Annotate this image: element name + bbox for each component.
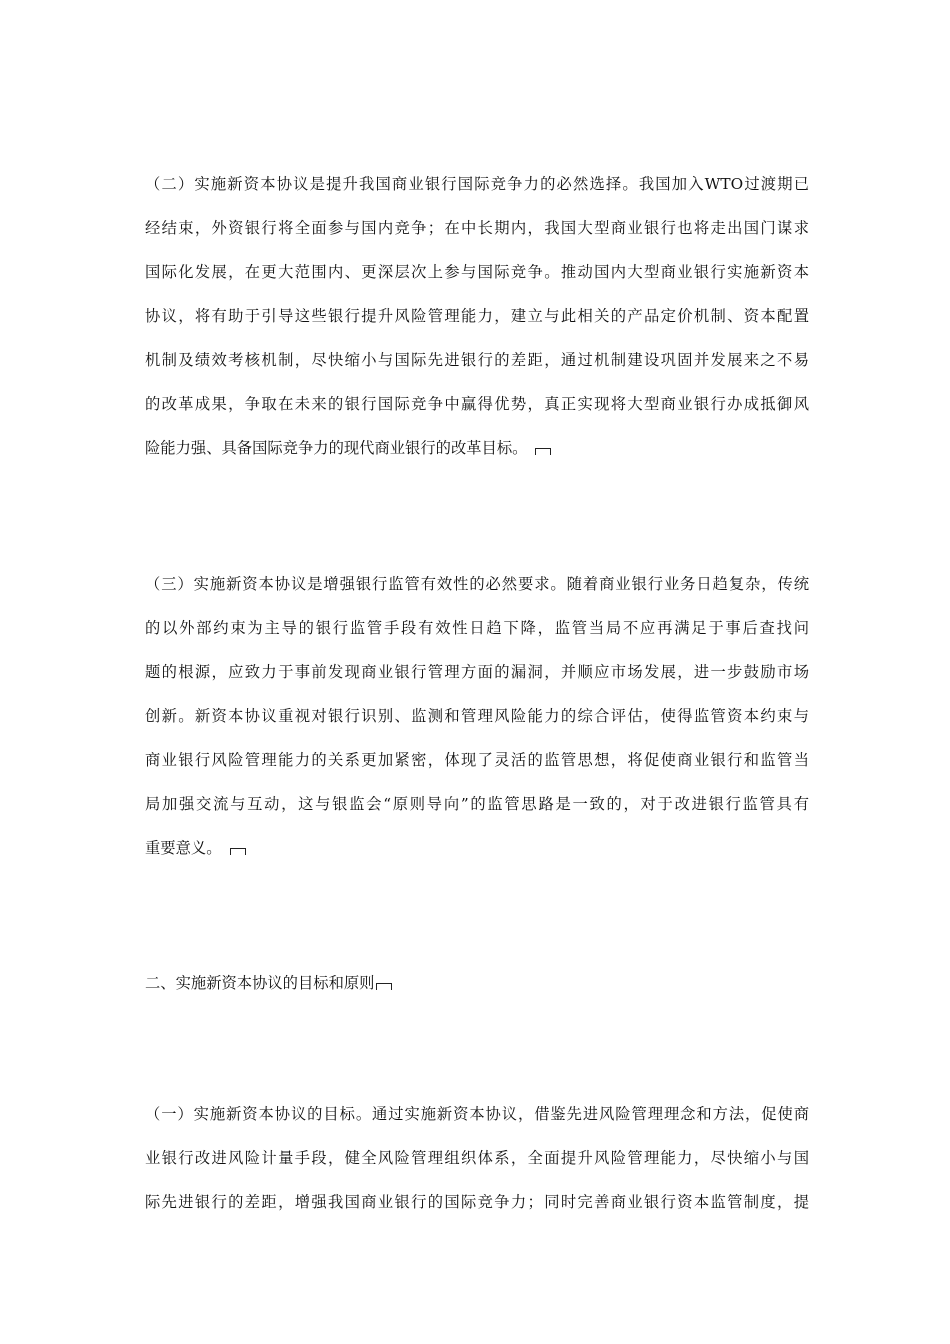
paragraph-line: （一）实施新资本协议的目标。通过实施新资本协议，借鉴先进风险管理理念和方法，促使商 xyxy=(145,1105,809,1123)
paragraph-2 xyxy=(145,162,809,470)
paragraph-line: 题的根源，应致力于事前发现商业银行管理方面的漏洞，并顺应市场发展，进一步鼓励市场 xyxy=(145,663,809,681)
paragraph-last-line xyxy=(145,426,809,470)
paragraph-line: 的改革成果，争取在未来的银行国际竞争中赢得优势，真正实现将大型商业银行办成抵御风 xyxy=(145,395,809,413)
paragraph-line: 国际化发展，在更大范围内、更深层次上参与国际竞争。推动国内大型商业银行实施新资本 xyxy=(145,263,809,281)
paragraph-line: 创新。新资本协议重视对银行识别、监测和管理风险能力的综合评估，使得监管资本约束与 xyxy=(145,707,809,725)
paragraph-mark-icon xyxy=(376,983,392,990)
paragraph-line: （三）实施新资本协议是增强银行监管有效性的必然要求。随着商业银行业务日趋复杂，传统 xyxy=(145,575,809,593)
paragraph-line: 经结束，外资银行将全面参与国内竞争；在中长期内，我国大型商业银行也将走出国门谋求 xyxy=(145,219,809,237)
paragraph-line: 商业银行风险管理能力的关系更加紧密，体现了灵活的监管思想，将促使商业银行和监管当 xyxy=(145,751,809,769)
paragraph-line: 机制及绩效考核机制，尽快缩小与国际先进银行的差距，通过机制建设巩固并发展来之不易 xyxy=(145,351,809,369)
section-heading xyxy=(145,961,809,1005)
paragraph-line: （二）实施新资本协议是提升我国商业银行国际竞争力的必然选择。我国加入WTO过渡期已 xyxy=(145,175,809,193)
paragraph-mark-icon xyxy=(535,448,551,455)
paragraph-line-text: 重要意义。 xyxy=(145,839,222,857)
paragraph-mark-icon xyxy=(230,848,246,855)
paragraph-3 xyxy=(145,562,809,870)
paragraph-last-line xyxy=(145,826,809,870)
paragraph-line: 业银行改进风险计量手段，健全风险管理组织体系，全面提升风险管理能力，尽快缩小与国 xyxy=(145,1149,809,1167)
paragraph-line: 局加强交流与互动，这与银监会“原则导向”的监管思路是一致的，对于改进银行监管具有 xyxy=(145,795,809,813)
paragraph-line: 的以外部约束为主导的银行监管手段有效性日趋下降，监管当局不应再满足于事后查找问 xyxy=(145,619,809,637)
paragraph-line-text: 险能力强、具备国际竞争力的现代商业银行的改革目标。 xyxy=(145,439,528,457)
heading-text: 二、实施新资本协议的目标和原则 xyxy=(145,974,375,992)
paragraph-line: 协议，将有助于引导这些银行提升风险管理能力，建立与此相关的产品定价机制、资本配置 xyxy=(145,307,809,325)
heading-line xyxy=(145,961,809,1005)
paragraph-line: 际先进银行的差距，增强我国商业银行的国际竞争力；同时完善商业银行资本监管制度，提 xyxy=(145,1193,809,1211)
paragraph-4 xyxy=(145,1092,809,1224)
